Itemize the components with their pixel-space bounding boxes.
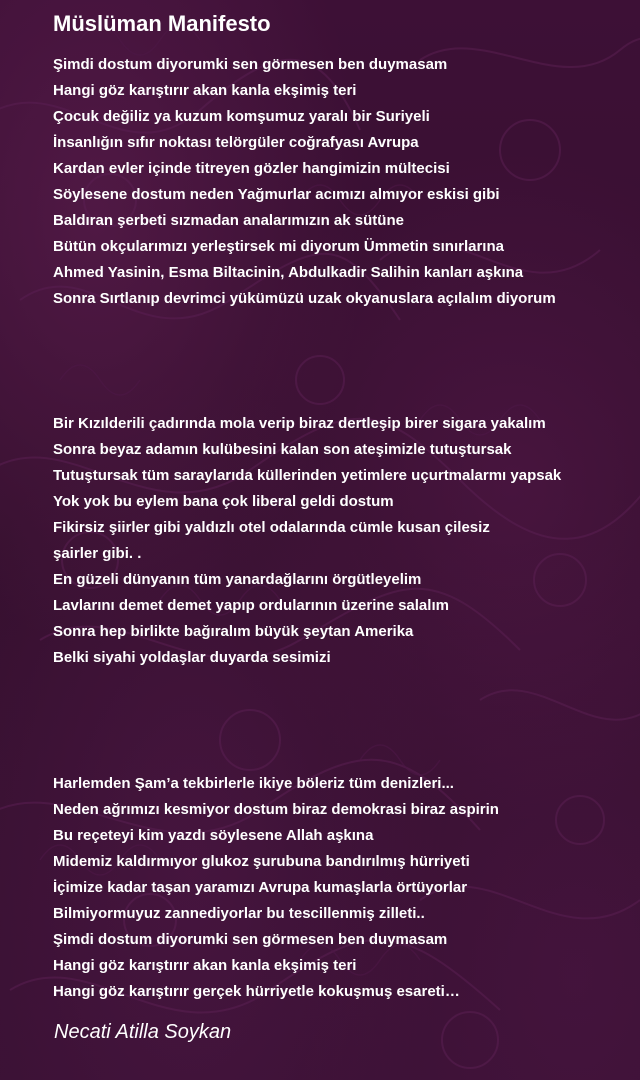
poem-line: Fikirsiz şiirler gibi yaldızlı otel odalarında cümle kusan çilesiz (53, 519, 490, 536)
poem-author: Necati Atilla Soykan (54, 1021, 232, 1043)
poem-line: Yok yok bu eylem bana çok liberal geldi dostum (53, 493, 394, 510)
poem-title: Müslüman Manifesto (53, 11, 271, 36)
poem-line: Bir Kızılderili çadırında mola verip biraz dertleşip birer sigara yakalım (53, 415, 546, 432)
poem-line: Sonra Sırtlanıp devrimci yükümüzü uzak okyanuslara açılalım diyorum (53, 290, 556, 307)
poem-line: Belki siyahi yoldaşlar duyarda sesimizi (53, 649, 331, 666)
poem-line: Baldıran şerbeti sızmadan analarımızın ak sütüne (53, 212, 404, 229)
poem-line: Hangi göz karıştırır akan kanla ekşimiş teri (53, 957, 357, 974)
poem-line: Şimdi dostum diyorumki sen görmesen ben duymasam (53, 931, 448, 948)
poem-line: Lavlarını demet demet yapıp ordularının üzerine salalım (53, 597, 449, 614)
poem-line: Çocuk değiliz ya kuzum komşumuz yaralı bir Suriyeli (53, 108, 430, 125)
stanza-3 (53, 771, 499, 1005)
poem-line: şairler gibi. . (53, 545, 142, 562)
poem-line: İçimize kadar taşan yaramızı Avrupa kumaşlarla örtüyorlar (53, 879, 468, 896)
stanza-2 (53, 411, 561, 671)
poem-line: Bütün okçularımızı yerleştirsek mi diyorum Ümmetin sınırlarına (53, 238, 504, 255)
poem-line: Harlemden Şam’a tekbirlerle ikiye böleriz tüm denizleri... (53, 775, 454, 792)
poem-line: Neden ağrımızı kesmiyor dostum biraz demokrasi biraz aspirin (53, 801, 499, 818)
poem-line: Söylesene dostum neden Yağmurlar acımızı almıyor eskisi gibi (53, 186, 500, 203)
poem-line: Hangi göz karıştırır akan kanla ekşimiş teri (53, 82, 357, 99)
poem-line: Midemiz kaldırmıyor glukoz şurubuna bandırılmış hürriyeti (53, 853, 470, 870)
poem-line: En güzeli dünyanın tüm yanardağlarını örgütleyelim (53, 571, 422, 588)
poem-line: Şimdi dostum diyorumki sen görmesen ben duymasam (53, 56, 448, 73)
poem-line: Sonra hep birlikte bağıralım büyük şeytan Amerika (53, 623, 414, 640)
poem-line: İnsanlığın sıfır noktası telörgüler coğrafyası Avrupa (53, 134, 419, 151)
poem-line: Ahmed Yasinin, Esma Biltacinin, Abdulkadir Salihin kanları aşkına (53, 264, 524, 281)
poem-line: Sonra beyaz adamın kulübesini kalan son ateşimizle tutuştursak (53, 441, 512, 458)
stanza-1 (53, 52, 556, 312)
poem-line: Hangi göz karıştırır gerçek hürriyetle kokuşmuş esareti… (53, 983, 460, 1000)
poem-line: Bu reçeteyi kim yazdı söylesene Allah aşkına (53, 827, 374, 844)
poem-line: Bilmiyormuyuz zannediyorlar bu tescillenmiş zilleti.. (53, 905, 425, 922)
poem-line: Kardan evler içinde titreyen gözler hangimizin mültecisi (53, 160, 450, 177)
poem-line: Tutuştursak tüm saraylarıda küllerinden yetimlere uçurtmalarmı yapsak (53, 467, 562, 484)
